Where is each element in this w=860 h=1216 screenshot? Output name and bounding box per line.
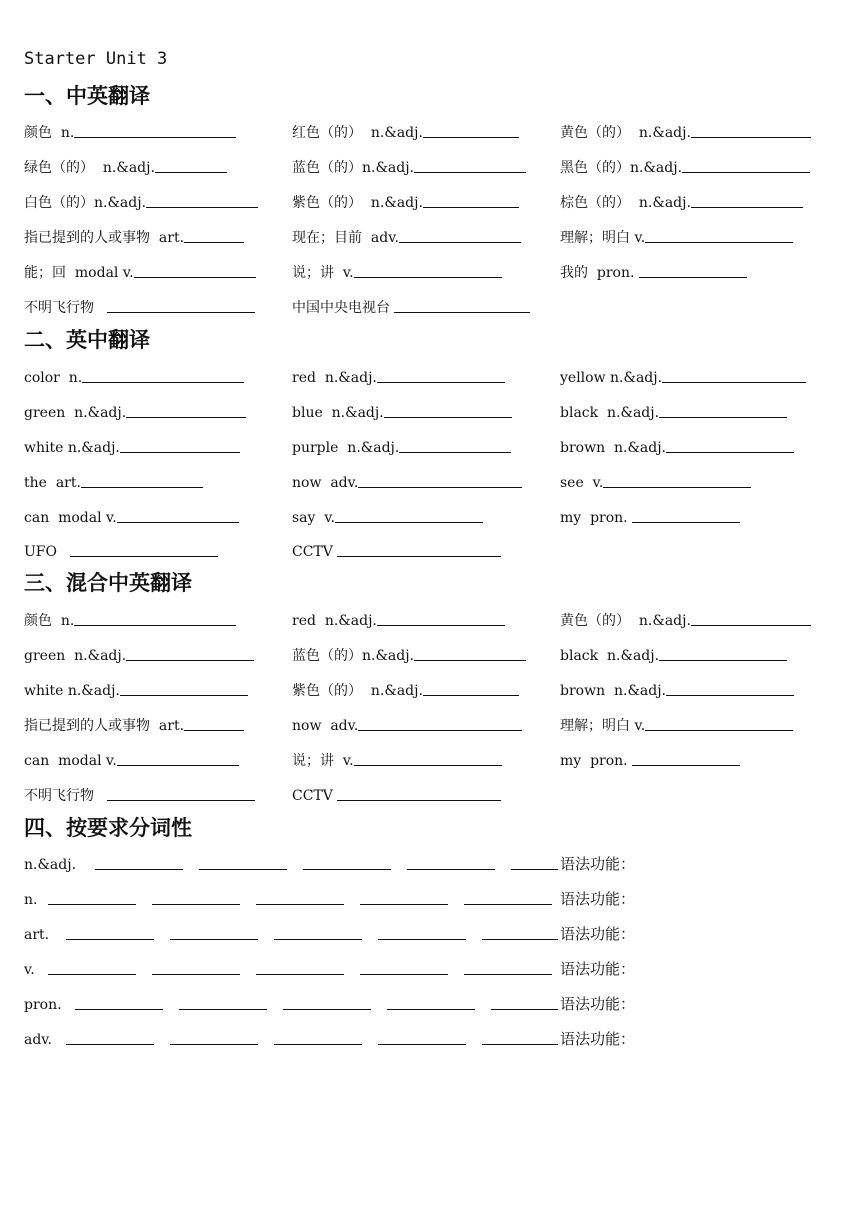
answer-blank[interactable] [117, 522, 239, 523]
section-3-row [0, 643, 860, 665]
answer-blank[interactable] [666, 452, 794, 453]
answer-blank[interactable] [691, 625, 811, 626]
answer-blank[interactable] [117, 765, 239, 766]
section-3-row [0, 748, 860, 770]
answer-blank[interactable] [511, 869, 558, 870]
answer-blank[interactable] [691, 207, 803, 208]
section-1-row [0, 190, 860, 212]
answer-blank[interactable] [423, 137, 519, 138]
prompt-label: green n.&adj. [24, 405, 127, 421]
answer-blank[interactable] [639, 277, 747, 278]
answer-blank[interactable] [75, 1009, 163, 1010]
prompt-label: 绿色（的） n.&adj. [24, 160, 155, 176]
prompt-label: can modal v. [24, 510, 117, 526]
answer-blank[interactable] [283, 1009, 371, 1010]
section-1-row [0, 155, 860, 177]
answer-blank[interactable] [464, 974, 552, 975]
prompt-label: 不明飞行物 [24, 300, 108, 316]
prompt-label: the art. [24, 475, 81, 491]
answer-blank[interactable] [179, 1009, 267, 1010]
answer-blank[interactable] [423, 207, 519, 208]
answer-blank[interactable] [337, 556, 501, 557]
prompt-label: red n.&adj. [292, 613, 377, 629]
answer-blank[interactable] [66, 939, 154, 940]
prompt-label: say v. [292, 510, 336, 526]
answer-blank[interactable] [632, 522, 740, 523]
prompt-label: 颜色 n. [24, 125, 75, 141]
prompt-label: 指已提到的人或事物 art. [24, 718, 185, 734]
section-1-row [0, 260, 860, 282]
answer-blank[interactable] [691, 137, 811, 138]
prompt-label: 棕色（的） n.&adj. [560, 195, 691, 211]
answer-blank[interactable] [95, 869, 183, 870]
answer-blank[interactable] [48, 904, 136, 905]
answer-blank[interactable] [360, 974, 448, 975]
grammar-function-label: 语法功能： [560, 890, 636, 908]
answer-blank[interactable] [74, 625, 236, 626]
prompt-label: 我的 pron. [560, 265, 639, 281]
answer-blank[interactable] [482, 1044, 558, 1045]
answer-blank[interactable] [399, 242, 521, 243]
pos-row [0, 992, 860, 1014]
grammar-function-label: 语法功能： [560, 855, 636, 873]
pos-row [0, 852, 860, 874]
answer-blank[interactable] [107, 312, 255, 313]
prompt-label: 能；回 modal v. [24, 265, 134, 281]
grammar-function-label: 语法功能： [560, 925, 636, 943]
pos-label: adv. [24, 1032, 57, 1048]
section-3-row [0, 678, 860, 700]
answer-blank[interactable] [146, 207, 258, 208]
prompt-label: black n.&adj. [560, 405, 660, 421]
answer-blank[interactable] [152, 974, 240, 975]
answer-blank[interactable] [337, 800, 501, 801]
answer-blank[interactable] [107, 800, 255, 801]
section-2-row [0, 365, 860, 387]
pos-label: art. [24, 927, 54, 943]
worksheet-title: Starter Unit 3 [24, 49, 168, 69]
answer-blank[interactable] [184, 730, 244, 731]
answer-blank[interactable] [662, 382, 806, 383]
section-2-row [0, 435, 860, 457]
pos-row [0, 957, 860, 979]
answer-blank[interactable] [464, 904, 552, 905]
prompt-label: 黄色（的） n.&adj. [560, 125, 691, 141]
section-1-row [0, 225, 860, 247]
prompt-label: green n.&adj. [24, 648, 127, 664]
prompt-label: 黑色（的）n.&adj. [560, 160, 683, 176]
prompt-label: 不明飞行物 [24, 788, 108, 804]
prompt-label: color n. [24, 370, 83, 386]
section-2-row [0, 470, 860, 492]
grammar-function-label: 语法功能： [560, 1030, 636, 1048]
section-1-row [0, 120, 860, 142]
section-1-row [0, 295, 860, 317]
answer-blank[interactable] [399, 452, 511, 453]
answer-blank[interactable] [274, 939, 362, 940]
answer-blank[interactable] [384, 417, 512, 418]
answer-blank[interactable] [414, 660, 526, 661]
answer-blank[interactable] [354, 277, 502, 278]
pos-label: n.&adj. [24, 857, 81, 873]
answer-blank[interactable] [48, 974, 136, 975]
answer-blank[interactable] [70, 556, 218, 557]
section-2-heading: 二、英中翻译 [24, 328, 150, 352]
prompt-label: can modal v. [24, 753, 117, 769]
answer-blank[interactable] [126, 660, 254, 661]
answer-blank[interactable] [394, 312, 530, 313]
prompt-label: 现在；目前 adv. [292, 230, 399, 246]
answer-blank[interactable] [134, 277, 256, 278]
prompt-label: yellow n.&adj. [560, 370, 663, 386]
pos-label: pron. [24, 997, 66, 1013]
answer-blank[interactable] [256, 974, 344, 975]
answer-blank[interactable] [199, 869, 287, 870]
prompt-label: CCTV [292, 544, 338, 560]
answer-blank[interactable] [377, 382, 505, 383]
answer-blank[interactable] [170, 1044, 258, 1045]
answer-blank[interactable] [120, 695, 248, 696]
grammar-function-label: 语法功能： [560, 995, 636, 1013]
prompt-label: 红色（的） n.&adj. [292, 125, 423, 141]
answer-blank[interactable] [335, 522, 483, 523]
section-4-heading: 四、按要求分词性 [24, 816, 192, 840]
pos-row [0, 922, 860, 944]
prompt-label: blue n.&adj. [292, 405, 384, 421]
section-3-row [0, 608, 860, 630]
section-2-row [0, 539, 860, 561]
answer-blank[interactable] [126, 417, 246, 418]
answer-blank[interactable] [170, 939, 258, 940]
answer-blank[interactable] [377, 625, 505, 626]
pos-row [0, 887, 860, 909]
answer-blank[interactable] [645, 242, 793, 243]
answer-blank[interactable] [120, 452, 240, 453]
answer-blank[interactable] [407, 869, 495, 870]
prompt-label: 白色（的）n.&adj. [24, 195, 147, 211]
answer-blank[interactable] [423, 695, 519, 696]
section-2-row [0, 505, 860, 527]
prompt-label: UFO [24, 544, 71, 560]
answer-blank[interactable] [659, 417, 787, 418]
answer-blank[interactable] [666, 695, 794, 696]
answer-blank[interactable] [378, 1044, 466, 1045]
prompt-label: 黄色（的） n.&adj. [560, 613, 691, 629]
prompt-label: my pron. [560, 753, 633, 769]
answer-blank[interactable] [256, 904, 344, 905]
answer-blank[interactable] [603, 487, 751, 488]
answer-blank[interactable] [354, 765, 502, 766]
prompt-label: brown n.&adj. [560, 683, 667, 699]
prompt-label: brown n.&adj. [560, 440, 667, 456]
answer-blank[interactable] [274, 1044, 362, 1045]
answer-blank[interactable] [659, 660, 787, 661]
answer-blank[interactable] [632, 765, 740, 766]
answer-blank[interactable] [358, 730, 522, 731]
pos-row [0, 1027, 860, 1049]
answer-blank[interactable] [491, 1009, 558, 1010]
answer-blank[interactable] [414, 172, 526, 173]
answer-blank[interactable] [184, 242, 244, 243]
prompt-label: CCTV [292, 788, 338, 804]
answer-blank[interactable] [387, 1009, 475, 1010]
prompt-label: 颜色 n. [24, 613, 75, 629]
section-2-row [0, 400, 860, 422]
grammar-function-label: 语法功能： [560, 960, 636, 978]
prompt-label: purple n.&adj. [292, 440, 400, 456]
prompt-label: 说；讲 v. [292, 265, 354, 281]
prompt-label: red n.&adj. [292, 370, 377, 386]
prompt-label: white n.&adj. [24, 683, 120, 699]
answer-blank[interactable] [155, 172, 227, 173]
prompt-label: 紫色（的） n.&adj. [292, 195, 423, 211]
prompt-label: white n.&adj. [24, 440, 120, 456]
prompt-label: 蓝色（的）n.&adj. [292, 160, 415, 176]
section-1-heading: 一、中英翻译 [24, 84, 150, 108]
answer-blank[interactable] [482, 939, 558, 940]
answer-blank[interactable] [66, 1044, 154, 1045]
prompt-label: 蓝色（的）n.&adj. [292, 648, 415, 664]
prompt-label: 中国中央电视台 [292, 300, 395, 316]
answer-blank[interactable] [645, 730, 793, 731]
section-3-heading: 三、混合中英翻译 [24, 571, 192, 595]
answer-blank[interactable] [378, 939, 466, 940]
pos-label: n. [24, 892, 42, 908]
prompt-label: my pron. [560, 510, 633, 526]
answer-blank[interactable] [682, 172, 810, 173]
answer-blank[interactable] [358, 487, 522, 488]
pos-label: v. [24, 962, 40, 978]
prompt-label: 理解；明白 v. [560, 718, 646, 734]
prompt-label: now adv. [292, 718, 359, 734]
prompt-label: now adv. [292, 475, 359, 491]
answer-blank[interactable] [152, 904, 240, 905]
answer-blank[interactable] [303, 869, 391, 870]
answer-blank[interactable] [81, 487, 203, 488]
section-3-row [0, 713, 860, 735]
answer-blank[interactable] [82, 382, 244, 383]
answer-blank[interactable] [360, 904, 448, 905]
prompt-label: 紫色（的） n.&adj. [292, 683, 423, 699]
answer-blank[interactable] [74, 137, 236, 138]
prompt-label: black n.&adj. [560, 648, 660, 664]
prompt-label: 指已提到的人或事物 art. [24, 230, 185, 246]
prompt-label: 说；讲 v. [292, 753, 354, 769]
prompt-label: 理解；明白 v. [560, 230, 646, 246]
section-3-row [0, 783, 860, 805]
prompt-label: see v. [560, 475, 604, 491]
